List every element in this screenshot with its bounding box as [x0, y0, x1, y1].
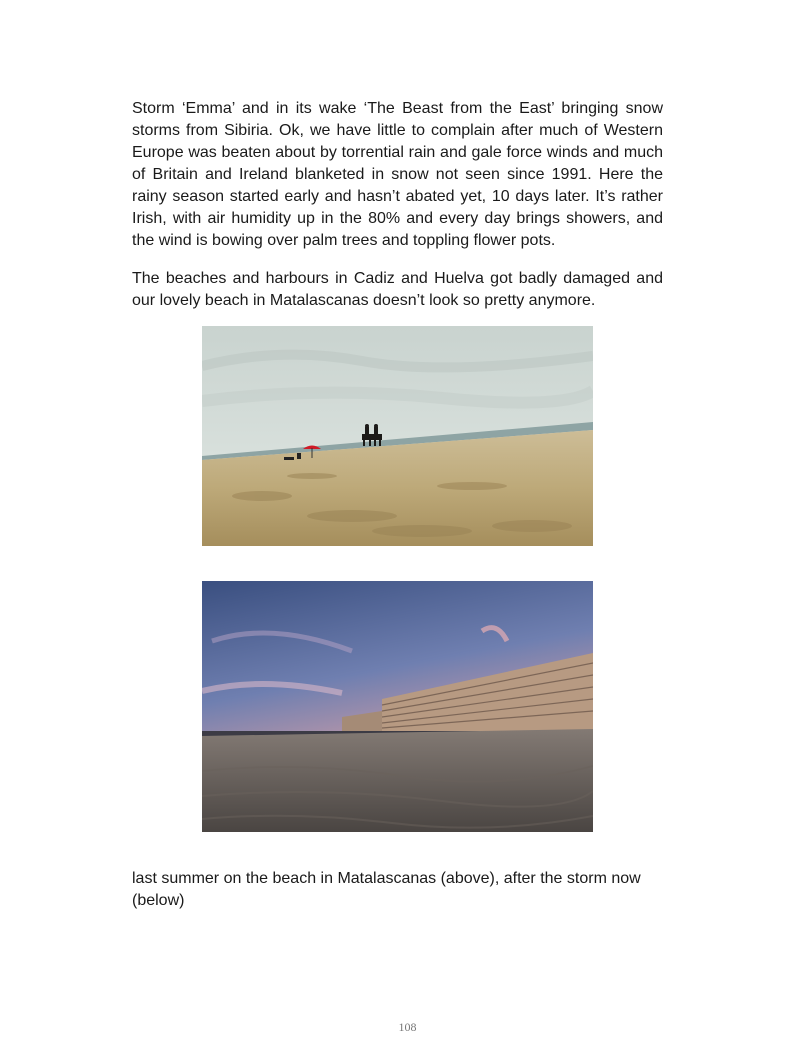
beach-photo-after-storm-image — [202, 581, 593, 832]
beach-photo-summer — [202, 326, 593, 546]
beach-photo-summer-image — [202, 326, 593, 546]
body-paragraph-beaches: The beaches and harbours in Cadiz and Huelva got badly damaged and our lovely beach in Matalascanas doesn’t look so pretty anymore. — [132, 270, 663, 309]
beach-photo-after-storm — [202, 581, 593, 832]
photo-caption: last summer on the beach in Matalascanas (above), after the storm now (below) — [132, 870, 641, 909]
page-number: 108 — [398, 1020, 417, 1034]
body-paragraph-storm: Storm ‘Emma’ and in its wake ‘The Beast from the East’ bringing snow storms from Sibiria. Ok, we have little to complain after much of Western Europe was beaten about by torrential rain and gale force winds and much of Britain and Ireland blanketed in snow not seen since 1991. Here the rainy season started early and hasn’t abated yet, 10 days later. It’s rather Irish, with air humidity up in the 80% and every day brings showers, and the wind is bowing over palm trees and toppling flower pots. — [132, 100, 663, 249]
